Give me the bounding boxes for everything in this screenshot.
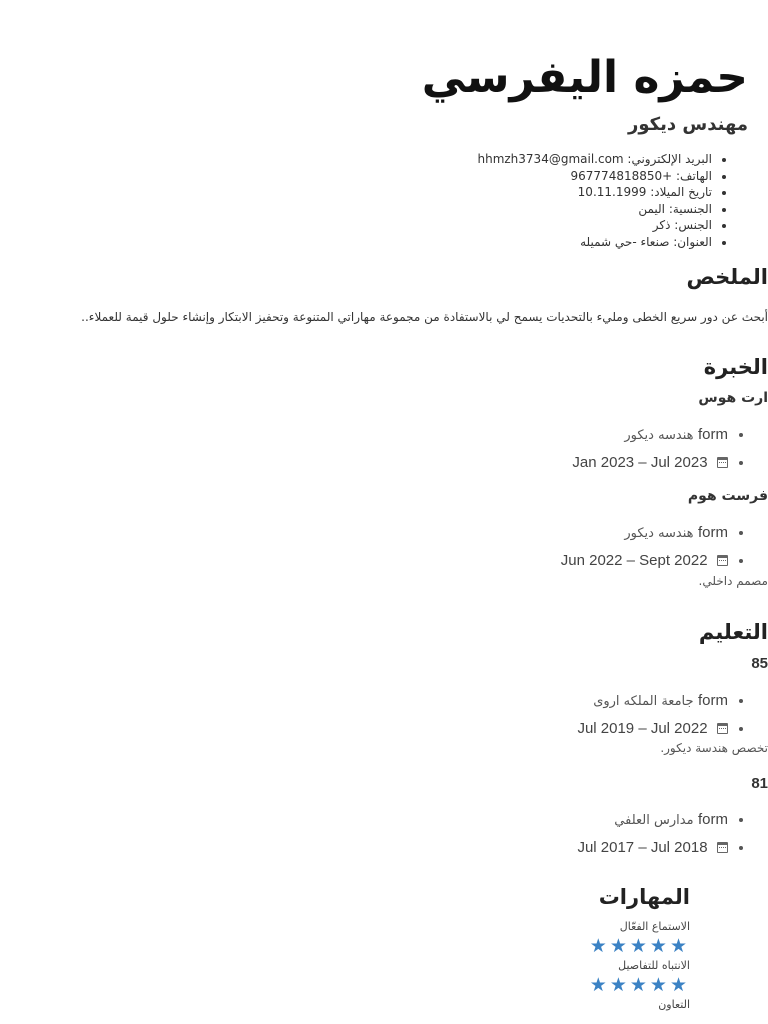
contact-address: • العنوان: صنعاء -حي شميله [477,234,712,251]
experience-company: ارت هوس [698,390,768,406]
education-details [577,687,744,743]
role-name: هندسه ديكور [624,428,694,443]
star-icon: ★ [609,935,630,957]
education-title: التعليم [698,620,768,644]
experience-role [572,421,728,449]
star-icon: ★ [589,974,610,996]
contact-birthdate: • تاريخ الميلاد: 10.11.1999 [477,184,712,201]
form-label: form [698,524,728,541]
star-rating [590,975,690,995]
experience-details [572,421,744,477]
experience-role [561,519,728,547]
role-name: هندسه ديكور [624,526,694,541]
skill-label: الاستماع الفعّال [619,920,690,933]
experience-details [561,519,744,575]
form-label: form [698,811,728,828]
star-icon: ★ [629,935,650,957]
star-icon: ★ [649,935,670,957]
calendar-icon [717,723,728,734]
form-label: form [698,692,728,709]
skill-label: التعاون [658,998,690,1011]
job-title: مهندس ديكور [628,114,748,135]
star-icon: ★ [609,974,630,996]
experience-company: فرست هوم [687,488,768,504]
calendar-icon [717,555,728,566]
education-dates [577,834,728,862]
education-institution [577,806,728,834]
institution-name: جامعة الملكه اروى [593,694,694,709]
experience-dates [572,449,728,477]
star-rating [590,936,690,956]
calendar-icon [717,457,728,468]
contact-list [477,151,728,251]
contact-nationality: • الجنسية: اليمن [477,201,712,218]
form-label: form [698,426,728,443]
skill-item [658,998,690,1014]
star-icon: ★ [669,935,690,957]
education-description: تخصص هندسة ديكور. [660,741,768,755]
experience-title: الخبرة [703,355,768,379]
skills-title: المهارات [598,885,690,909]
skill-item [590,959,690,995]
education-year: 85 [751,655,768,672]
star-icon: ★ [649,974,670,996]
candidate-name: حمزه اليفرسي [421,52,748,103]
institution-name: مدارس العلفي [614,813,694,828]
calendar-icon [717,842,728,853]
experience-description: مصمم داخلي. [698,574,768,588]
star-icon: ★ [589,935,610,957]
date-range: Jun 2022 – Sept 2022 [560,552,708,569]
skill-label: الانتباه للتفاصيل [618,959,690,972]
education-dates [577,715,728,743]
skill-item [590,920,690,956]
experience-dates [561,547,728,575]
education-institution [577,687,728,715]
education-year: 81 [751,775,768,792]
contact-email: • البريد الإلكتروني: hhmzh3734@gmail.com [477,151,712,168]
contact-phone: • الهاتف: +967774818850 [477,168,712,185]
date-range: Jan 2023 – Jul 2023 [572,454,708,471]
date-range: Jul 2017 – Jul 2018 [577,839,708,856]
star-icon: ★ [629,974,650,996]
contact-gender: • الجنس: ذكر [477,217,712,234]
education-details [577,806,744,862]
summary-title: الملخص [686,265,768,289]
star-icon: ★ [669,974,690,996]
date-range: Jul 2019 – Jul 2022 [577,720,708,737]
summary-text: أبحث عن دور سريع الخطى ومليء بالتحديات يسمح لي بالاستفادة من مجموعة مهاراتي المتنوعة وتحفيز الابتكار وإنشاء حلول قيمة للعملاء.. [81,310,768,324]
